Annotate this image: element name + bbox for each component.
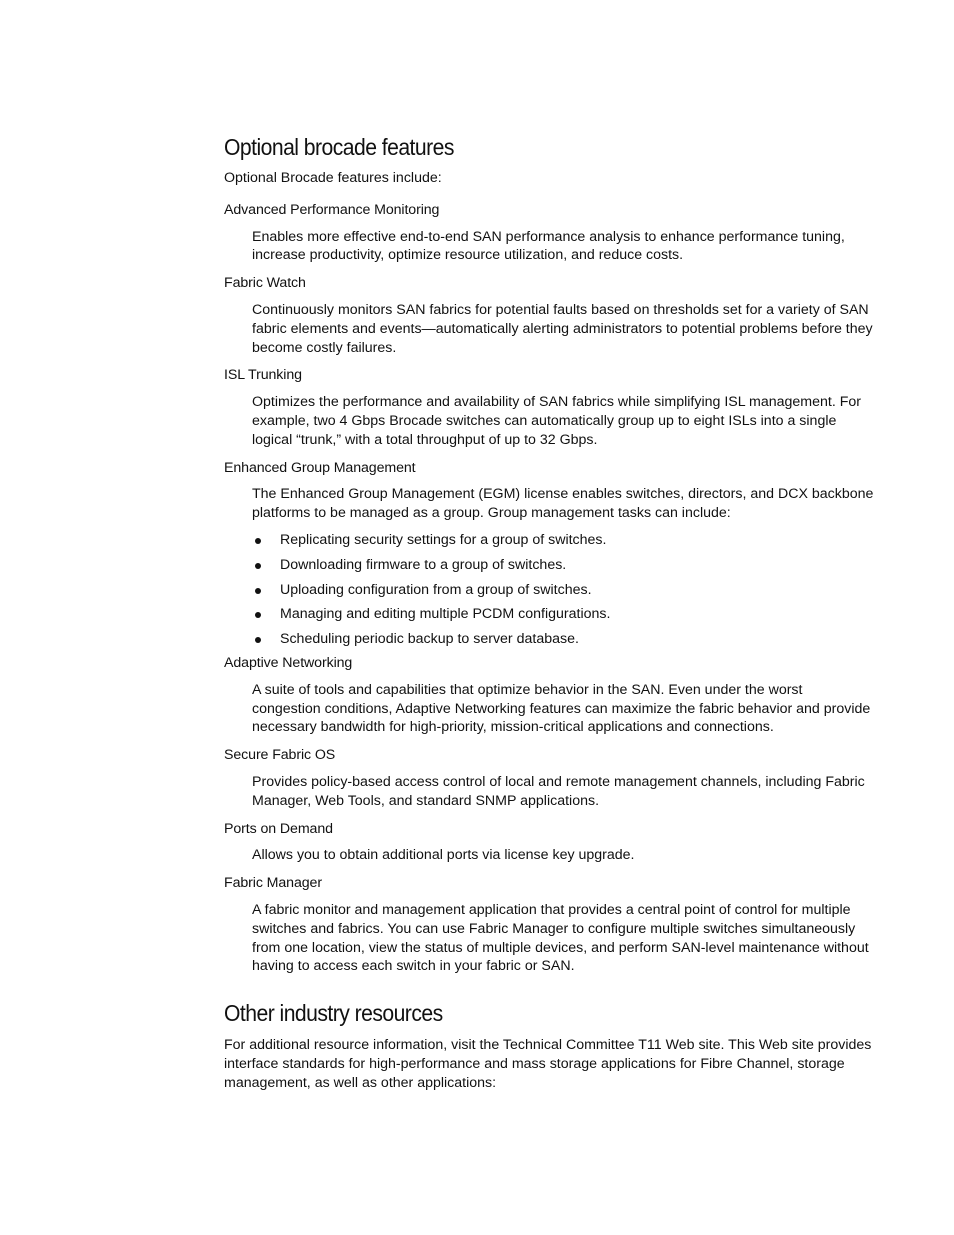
feature-desc-secure-fabric-os: Provides policy-based access control of local and remote management channels, including Fabric Manager, Web Tools, and standard SNMP applications. (252, 773, 865, 809)
feature-term-fabric-manager: Fabric Manager (224, 875, 322, 892)
section-heading-optional-features: Optional brocade features (224, 134, 454, 160)
list-item: Downloading firmware to a group of switches. (252, 556, 874, 575)
bullet-icon (255, 588, 261, 594)
feature-desc-isl-trunking: Optimizes the performance and availability of SAN fabrics while simplifying ISL management. For example, two 4 Gbps Brocade switches can automatically group up to eight ISLs into a single logical “trunk,” with a total throughput of up to 32 Gbps. (252, 394, 862, 448)
bullet-icon (255, 637, 261, 643)
feature-term-enhanced-group-management: Enhanced Group Management (224, 459, 416, 476)
feature-desc-fabric-manager: A fabric monitor and management application that provides a central point of control for multiple switches and fabrics. You can use Fabric Manager to configure multiple switches simultaneously from one location, view the status of multiple devices, and perform SAN-level maintenance without having to access each switch in your fabric or SAN. (252, 901, 869, 975)
list-item: Scheduling periodic backup to server database. (252, 630, 874, 649)
feature-term-advanced-performance-monitoring: Advanced Performance Monitoring (224, 201, 440, 218)
list-item: Replicating security settings for a group of switches. (252, 531, 874, 550)
feature-desc-ports-on-demand: Allows you to obtain additional ports via license key upgrade. (252, 847, 635, 864)
document-page (224, 132, 874, 1092)
bullet-icon (255, 538, 261, 544)
feature-term-secure-fabric-os: Secure Fabric OS (224, 747, 336, 764)
list-item: Managing and editing multiple PCDM configurations. (252, 605, 874, 624)
feature-desc-adaptive-networking: A suite of tools and capabilities that optimize behavior in the SAN. Even under the worst congestion conditions, Adaptive Networking features can maximize the fabric behavior and provide necessary bandwidth for high-priority, mission-critical applications and connections. (252, 681, 871, 736)
feature-term-isl-trunking: ISL Trunking (224, 367, 302, 384)
section-body-other-resources: For additional resource information, visit the Technical Committee T11 Web site. This Web site provides interface standards for high-performance and mass storage applications for Fibre Channel, storage management, as well as other applications: (224, 1037, 872, 1091)
feature-desc-enhanced-group-management: The Enhanced Group Management (EGM) license enables switches, directors, and DCX backbone platforms to be managed as a group. Group management tasks can include: (252, 486, 874, 522)
feature-desc-advanced-performance-monitoring: Enables more effective end-to-end SAN performance analysis to enhance performance tuning, increase productivity, optimize resource utilization, and reduce costs. (252, 228, 845, 264)
bullet-icon (255, 612, 261, 618)
bullet-icon (255, 563, 261, 569)
feature-term-adaptive-networking: Adaptive Networking (224, 654, 353, 671)
egm-task-list (224, 531, 874, 649)
feature-desc-fabric-watch: Continuously monitors SAN fabrics for potential faults based on thresholds set for a variety of SAN fabric elements and events—automatically alerting administrators to potential problems before they become costly failures. (252, 301, 873, 356)
list-item: Uploading configuration from a group of switches. (252, 581, 874, 600)
section-intro: Optional Brocade features include: (224, 170, 442, 186)
section-heading-other-resources: Other industry resources (224, 1000, 443, 1027)
feature-term-fabric-watch: Fabric Watch (224, 275, 306, 292)
feature-term-ports-on-demand: Ports on Demand (224, 820, 333, 837)
